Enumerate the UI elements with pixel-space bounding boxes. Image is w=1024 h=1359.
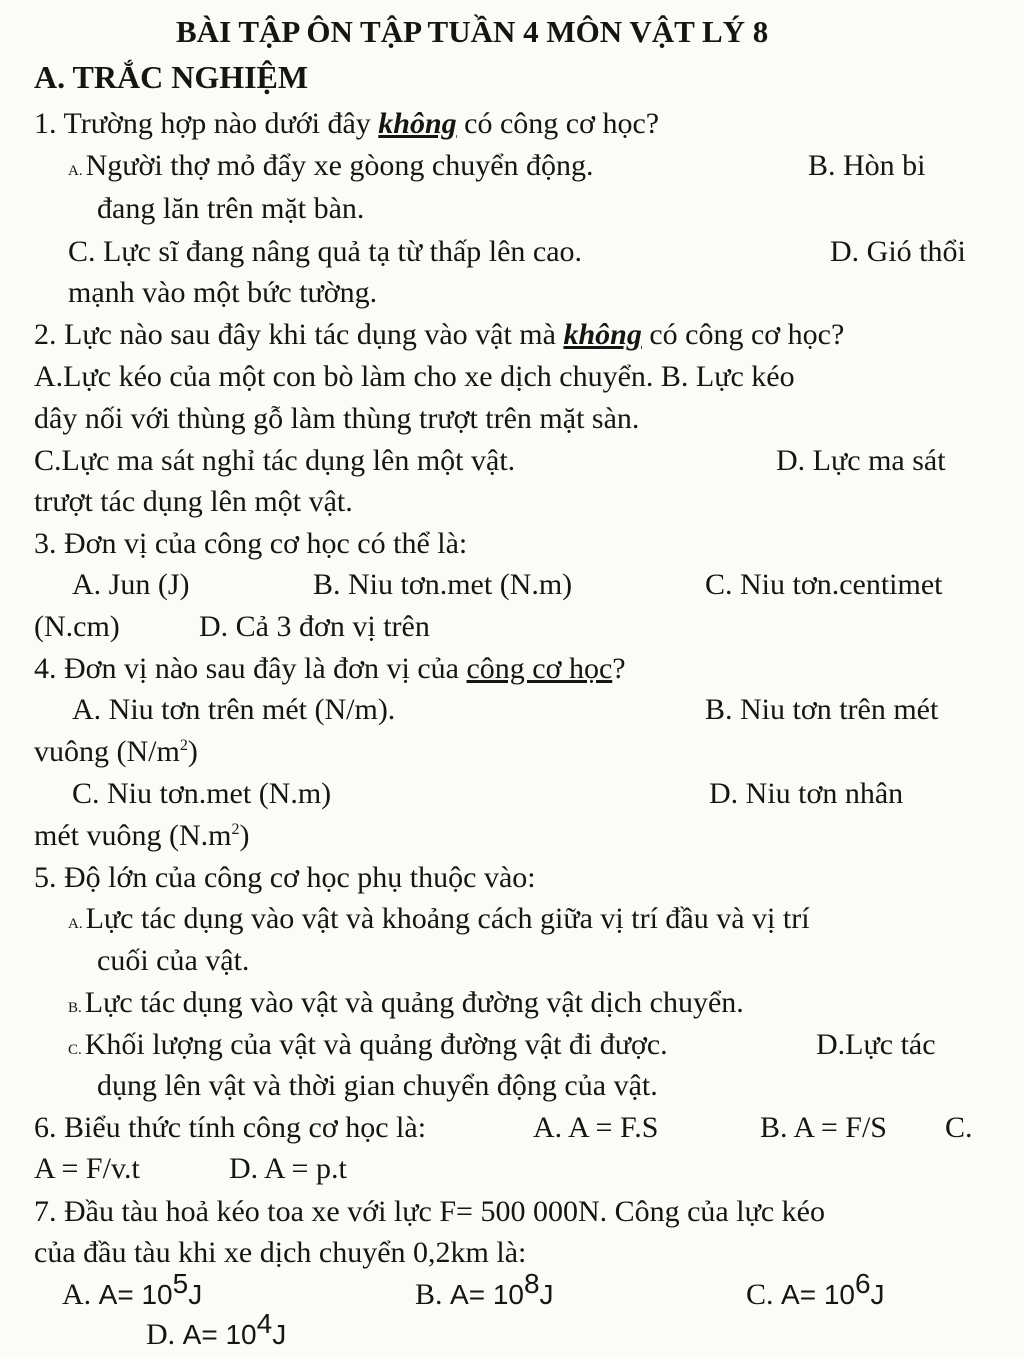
question-3-option-c: C. Niu tơn.centimet	[705, 568, 943, 601]
question-3-option-b: B. Niu tơn.met (N.m)	[313, 568, 573, 601]
page-title: BÀI TẬP ÔN TẬP TUẦN 4 MÔN VẬT LÝ 8	[176, 14, 769, 49]
question-3-option-a: A. Jun (J)	[72, 568, 190, 601]
question-2-option-a-b: A.Lực kéo của một con bò làm cho xe dịch chuyển. B. Lực kéo	[34, 360, 795, 393]
question-7-option-d: D. $A= 10^4J$	[146, 1308, 287, 1351]
question-5-option-c: C. Khối lượng của vật và quảng đường vật đi được.	[68, 1028, 668, 1061]
question-2-option-c: C.Lực ma sát nghỉ tác dụng lên một vật.	[34, 444, 516, 477]
question-4-option-a: A. Niu tơn trên mét (N/m).	[72, 693, 396, 726]
question-6-option-d: D. A = p.t	[229, 1152, 347, 1185]
question-4-stem: 4. Đơn vị nào sau đây là đơn vị của công cơ học?	[34, 652, 626, 685]
question-5-option-a-cont: cuối của vật.	[97, 944, 250, 977]
question-5-option-b: B. Lực tác dụng vào vật và quảng đường vật dịch chuyển.	[68, 986, 744, 1019]
question-6-stem: 6. Biểu thức tính công cơ học là:	[34, 1111, 427, 1144]
question-7-option-a: A. $A= 10^5J$	[62, 1268, 203, 1311]
question-7-stem-cont: của đầu tàu khi xe dịch chuyển 0,2km là:	[34, 1236, 527, 1269]
question-2-option-d-cont: trượt tác dụng lên một vật.	[34, 485, 353, 518]
question-3-option-d: D. Cả 3 đơn vị trên	[199, 610, 430, 643]
section-heading: A. TRẮC NGHIỆM	[34, 59, 309, 95]
question-6-option-c: C.	[945, 1111, 973, 1144]
question-1-option-d-cont: mạnh vào một bức tường.	[68, 276, 378, 309]
question-1-option-d: D. Gió thổi	[830, 235, 966, 268]
question-2-option-d: D. Lực ma sát	[776, 444, 946, 477]
question-2-stem: 2. Lực nào sau đây khi tác dụng vào vật mà không có công cơ học?	[34, 318, 845, 351]
question-3-option-c-cont: (N.cm)	[34, 610, 120, 643]
question-6-option-a: A. A = F.S	[533, 1111, 659, 1144]
question-6-option-c-cont: A = F/v.t	[34, 1152, 140, 1185]
question-7-stem: 7. Đầu tàu hoả kéo toa xe với lực F= 500 000N. Công của lực kéo	[34, 1195, 825, 1228]
question-4-option-b: B. Niu tơn trên mét	[705, 693, 939, 726]
question-5-stem: 5. Độ lớn của công cơ học phụ thuộc vào:	[34, 861, 536, 894]
question-1-option-a: A. Người thợ mỏ đẩy xe gòong chuyển động.	[68, 149, 594, 182]
question-4-option-d: D. Niu tơn nhân	[709, 777, 904, 810]
question-4-option-b-cont: vuông $(N/m^2)$	[34, 735, 198, 768]
question-4-option-d-cont: mét vuông $(N.m^2)$	[34, 819, 250, 852]
question-4-option-c: C. Niu tơn.met (N.m)	[72, 777, 332, 810]
question-1-option-b-cont: đang lăn trên mặt bàn.	[97, 192, 365, 225]
question-5-option-d-cont: dụng lên vật và thời gian chuyển động của vật.	[97, 1069, 658, 1102]
question-6-option-b: B. A = F/S	[760, 1111, 887, 1144]
question-7-option-c: C. $A= 10^6J$	[746, 1268, 885, 1311]
question-7-option-b: B. $A= 10^8J$	[415, 1268, 554, 1311]
question-1-option-c: C. Lực sĩ đang nâng quả tạ từ thấp lên cao.	[68, 235, 583, 268]
question-3-stem: 3. Đơn vị của công cơ học có thể là:	[34, 527, 468, 560]
question-5-option-d: D.Lực tác	[816, 1028, 936, 1061]
question-5-option-a: A. Lực tác dụng vào vật và khoảng cách giữa vị trí đầu và vị trí	[68, 902, 810, 935]
question-1-stem: 1. Trường hợp nào dưới đây không có công cơ học?	[34, 107, 660, 140]
question-2-option-b-cont: dây nối với thùng gỗ làm thùng trượt trên mặt sàn.	[34, 402, 640, 435]
question-1-option-b: B. Hòn bi	[808, 149, 926, 182]
